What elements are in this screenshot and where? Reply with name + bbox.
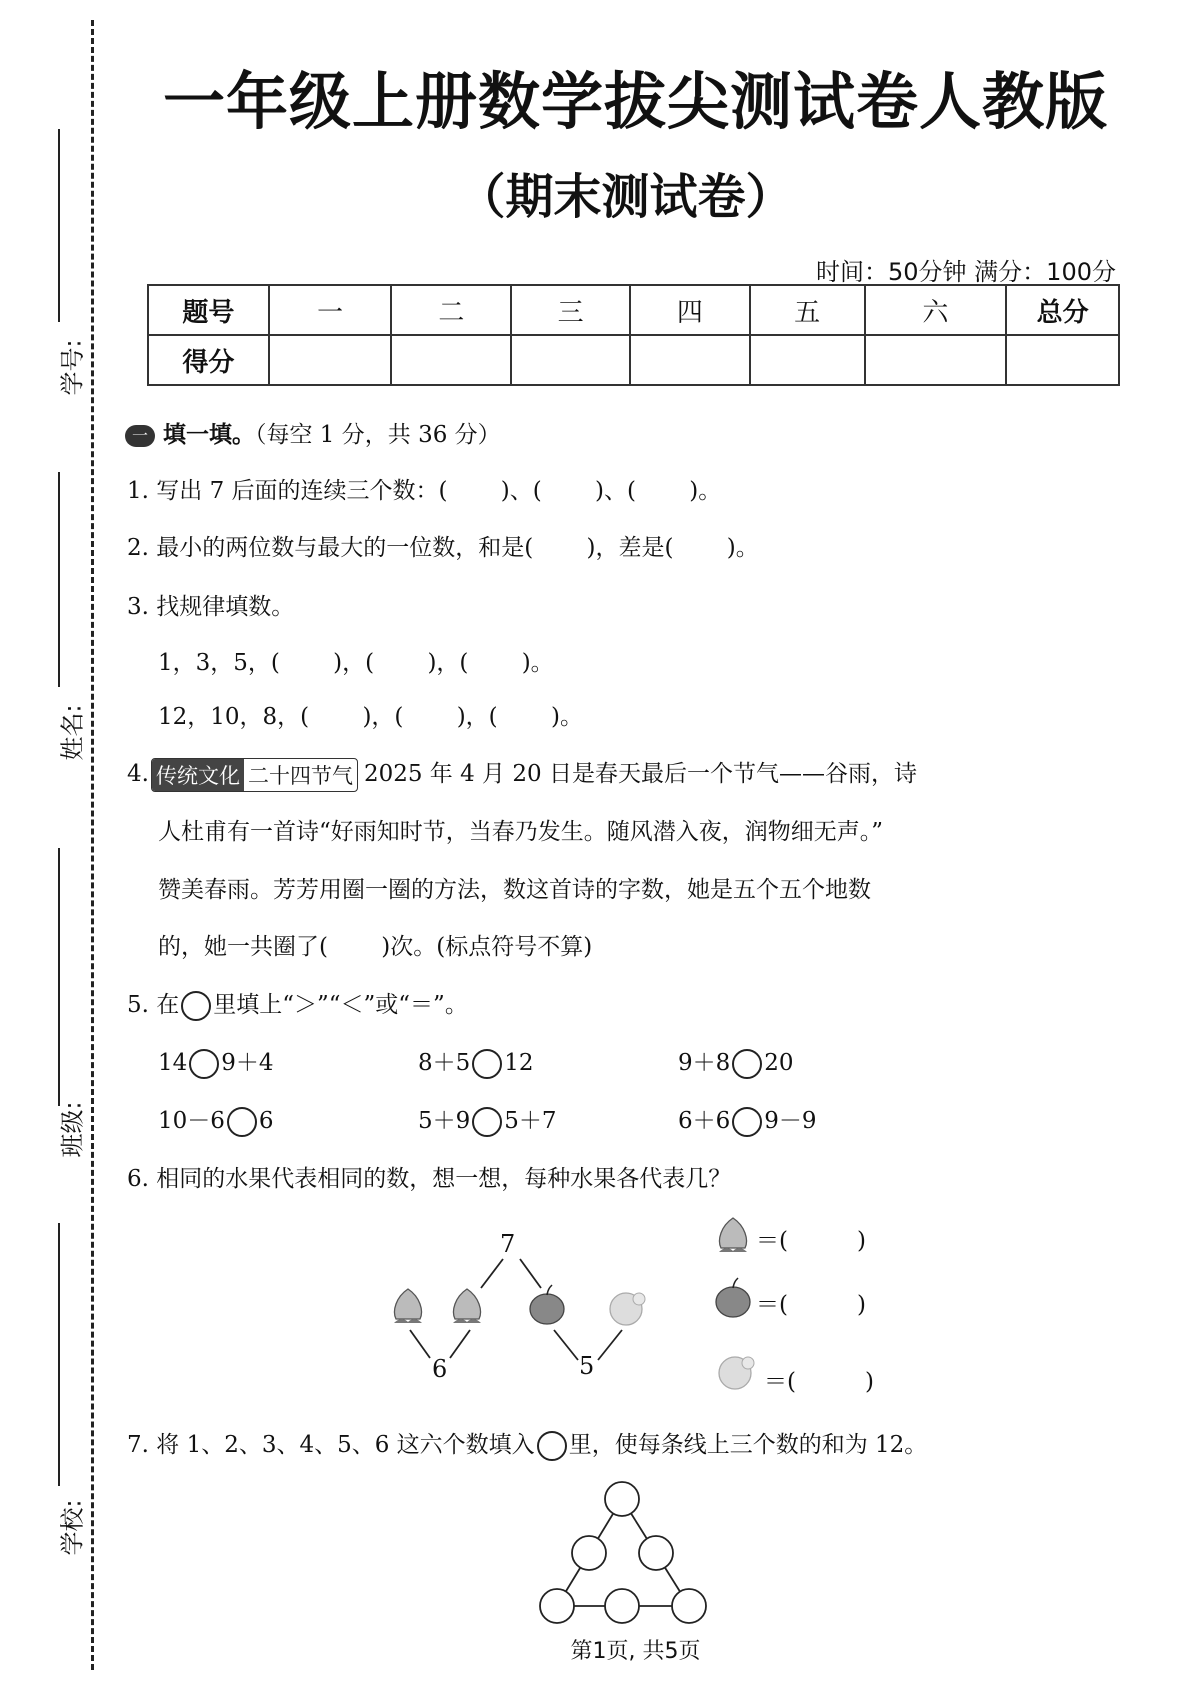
compare-circle[interactable] [472, 1049, 502, 1079]
left-expr: 10－6 [158, 1108, 225, 1134]
answer-circle[interactable] [672, 1589, 706, 1623]
header-cell: 二 [391, 285, 511, 335]
question-number: 4. [127, 761, 149, 787]
question-7-text: 里，使每条线上三个数的和为 12。 [568, 1432, 928, 1458]
peach-answer[interactable]: ＝( ) [756, 1228, 866, 1254]
circle-icon [181, 991, 211, 1021]
compare-circle[interactable] [189, 1049, 219, 1079]
apple-icon [530, 1285, 564, 1324]
right-expr: 6 [258, 1108, 274, 1134]
peach-icon [719, 1218, 747, 1252]
compare-circle[interactable] [472, 1107, 502, 1137]
right-expr: 9－9 [764, 1108, 817, 1134]
orange-icon [719, 1357, 754, 1389]
question-5-text: 里填上“＞”“＜”或“＝”。 [213, 992, 468, 1018]
header-cell: 题号 [148, 285, 269, 335]
section-heading [125, 416, 501, 449]
triangle-puzzle [540, 1482, 706, 1623]
score-cell[interactable] [391, 335, 511, 385]
tag-secondary: 二十四节气 [247, 764, 353, 788]
score-cell[interactable] [511, 335, 630, 385]
tree-top-number: 7 [500, 1230, 516, 1258]
question-7 [127, 1426, 927, 1461]
answer-circle[interactable] [605, 1482, 639, 1516]
left-expr: 14 [158, 1050, 188, 1076]
question-2: 2. 最小的两位数与最大的一位数，和是( )，差是( )。 [127, 535, 759, 561]
score-cell[interactable] [1006, 335, 1119, 385]
orange-answer[interactable]: ＝( ) [764, 1369, 874, 1395]
score-cell[interactable] [750, 335, 865, 385]
score-table [147, 284, 1120, 386]
tree-left-number: 6 [432, 1355, 448, 1383]
answer-circle[interactable] [605, 1589, 639, 1623]
section-title: 填一填。 [163, 422, 255, 448]
question-3a: 1，3，5，( )，( )，( )。 [158, 650, 554, 676]
cut-line [91, 20, 94, 1670]
school-label: 学校: [58, 1499, 87, 1556]
score-cell[interactable] [630, 335, 750, 385]
header-cell: 四 [630, 285, 750, 335]
class-label: 班级: [58, 1101, 87, 1158]
name-line [58, 472, 60, 687]
section-note: （每空 1 分，共 36 分） [255, 422, 501, 448]
comparison-item [158, 1102, 274, 1137]
page-title: 一年级上册数学拔尖测试卷人教版 [162, 65, 1108, 138]
peach-icon [394, 1289, 422, 1323]
header-cell: 六 [865, 285, 1007, 335]
apple-icon [716, 1278, 750, 1317]
left-expr: 5＋9 [418, 1108, 471, 1134]
right-expr: 5＋7 [504, 1108, 557, 1134]
left-expr: 9＋8 [678, 1050, 731, 1076]
question-1: 1. 写出 7 后面的连续三个数：( )、( )、( )。 [127, 478, 722, 504]
answer-circle[interactable] [540, 1589, 574, 1623]
left-expr: 8＋5 [418, 1050, 471, 1076]
question-4-text: 2025 年 4 月 20 日是春天最后一个节气——谷雨，诗 [363, 761, 917, 787]
question-4-line-4: 的，她一共圈了( )次。(标点符号不算) [158, 934, 593, 960]
comparison-item [418, 1044, 534, 1079]
section-badge: 一 [125, 425, 155, 447]
answer-circle[interactable] [572, 1536, 606, 1570]
right-expr: 9＋4 [221, 1050, 274, 1076]
comparison-item [678, 1102, 817, 1137]
right-expr: 20 [764, 1050, 794, 1076]
question-6: 6. 相同的水果代表相同的数，想一想，每种水果各代表几？ [127, 1166, 732, 1192]
page-footer: 第1页, 共5页 [570, 1639, 701, 1664]
answer-circle[interactable] [639, 1536, 673, 1570]
left-expr: 6＋6 [678, 1108, 731, 1134]
tree-right-number: 5 [579, 1352, 595, 1380]
compare-circle[interactable] [732, 1107, 762, 1137]
header-cell: 三 [511, 285, 630, 335]
header-cell: 总分 [1006, 285, 1119, 335]
culture-tag [151, 758, 358, 792]
school-line [58, 1223, 60, 1486]
peach-icon [453, 1289, 481, 1323]
question-5-text: 5. 在 [127, 992, 180, 1018]
question-4-line-3: 赞美春雨。芳芳用圈一圈的方法，数这首诗的字数，她是五个五个地数 [158, 877, 871, 903]
header-cell: 五 [750, 285, 865, 335]
right-expr: 12 [504, 1050, 534, 1076]
score-cell[interactable] [269, 335, 392, 385]
question-7-text: 7. 将 1、2、3、4、5、6 这六个数填入 [127, 1432, 535, 1458]
orange-icon [610, 1293, 645, 1325]
tag-primary: 传统文化 [152, 759, 244, 791]
question-3b: 12，10，8，( )，( )，( )。 [158, 704, 583, 730]
exam-meta: 时间：50分钟 满分：100分 [816, 258, 1116, 286]
page-subtitle: （期末测试卷） [457, 169, 794, 225]
comparison-item [418, 1102, 557, 1137]
header-cell: 一 [269, 285, 392, 335]
compare-circle[interactable] [732, 1049, 762, 1079]
circle-icon [537, 1431, 567, 1461]
score-row-label: 得分 [148, 335, 269, 385]
comparison-item [158, 1044, 274, 1079]
question-3: 3. 找规律填数。 [127, 594, 295, 620]
score-table-header [148, 285, 1119, 335]
student-id-label: 学号: [58, 339, 87, 396]
score-row [148, 335, 1119, 385]
apple-answer[interactable]: ＝( ) [756, 1292, 866, 1318]
question-4-line-1 [127, 755, 917, 792]
comparison-item [678, 1044, 794, 1079]
name-label: 姓名: [58, 704, 87, 761]
question-4-line-2: 人杜甫有一首诗“好雨知时节，当春乃发生。随风潜入夜，润物细无声。” [158, 819, 884, 845]
class-line [58, 848, 60, 1106]
score-cell[interactable] [865, 335, 1007, 385]
compare-circle[interactable] [227, 1107, 257, 1137]
question-5 [127, 986, 468, 1021]
